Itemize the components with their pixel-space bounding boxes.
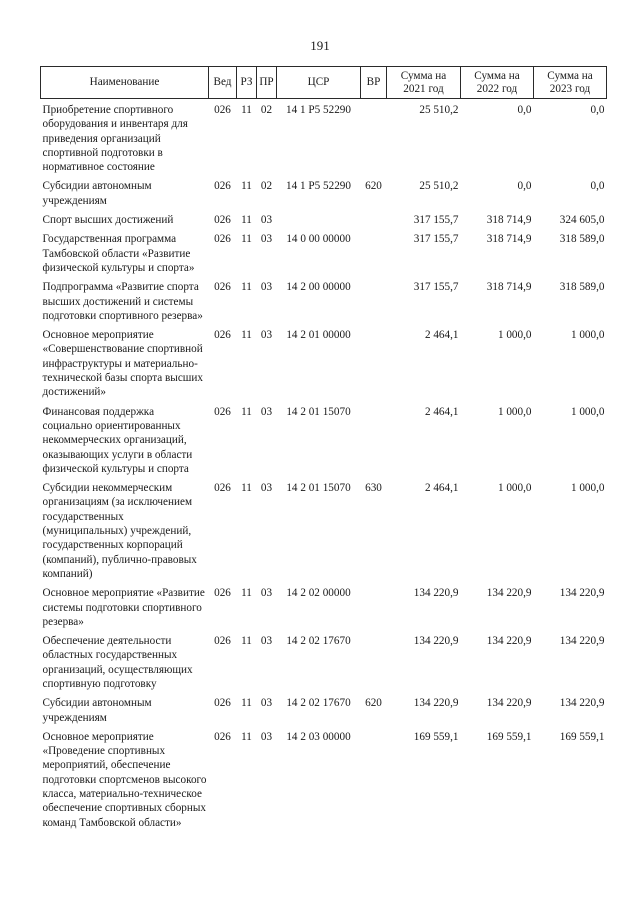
cell-sum-2021: 2 464,1	[424, 405, 459, 418]
cell-rz: 11	[241, 587, 252, 600]
header-ved: Вед	[209, 67, 237, 99]
cell-name: Основное мероприятие «Развитие системы подготовки спортивного резерва»	[42, 587, 205, 628]
cell-vr	[361, 99, 387, 180]
cell-csr: 14 2 00 00000	[286, 281, 351, 294]
header-pr: ПР	[257, 67, 277, 99]
cell-ved: 026	[214, 180, 231, 193]
cell-sum-2023: 318 589,0	[559, 281, 605, 294]
cell-name: Подпрограмма «Развитие спорта высших достижений и системы подготовки спортивного резерва»	[42, 281, 203, 322]
table-row	[41, 179, 607, 213]
cell-ved: 026	[214, 281, 231, 294]
cell-sum-2021: 317 155,7	[413, 214, 459, 227]
header-vr: ВР	[361, 67, 387, 99]
cell-sum-2021: 25 510,2	[419, 104, 459, 116]
cell-rz: 11	[241, 214, 252, 227]
cell-pr: 03	[260, 281, 273, 294]
cell-rz: 11	[241, 635, 252, 648]
cell-sum-2023: 1 000,0	[570, 329, 605, 342]
cell-name: Финансовая поддержка социально ориентированных некоммерческих организаций, оказывающих услуги в области физической культуры и спорта	[42, 405, 193, 475]
cell-csr: 14 2 02 17670	[286, 635, 351, 648]
cell-rz: 11	[241, 482, 252, 495]
cell-sum-2021: 2 464,1	[424, 482, 459, 495]
cell-rz: 11	[241, 180, 252, 193]
cell-csr: 14 2 01 00000	[286, 329, 351, 342]
cell-sum-2022: 318 714,9	[486, 281, 532, 294]
cell-name: Основное мероприятие «Совершенствование спортивной инфраструктуры и материально-технической базы спорта высших достижений»	[42, 329, 203, 399]
cell-ved: 026	[214, 405, 231, 418]
cell-rz: 11	[241, 405, 252, 418]
cell-pr: 03	[260, 635, 273, 648]
cell-sum-2022: 1 000,0	[497, 405, 532, 418]
cell-csr: 14 1 P5 52290	[286, 180, 351, 193]
budget-table	[40, 66, 607, 835]
cell-sum-2022: 134 220,9	[486, 587, 532, 600]
cell-sum-2022: 134 220,9	[486, 635, 532, 648]
cell-vr	[361, 730, 387, 835]
cell-vr	[361, 586, 387, 634]
cell-sum-2022: 318 714,9	[486, 233, 532, 246]
table-row	[41, 99, 607, 180]
cell-sum-2023: 318 589,0	[559, 233, 605, 246]
cell-rz: 11	[241, 730, 252, 743]
cell-sum-2022: 1 000,0	[497, 329, 532, 342]
cell-sum-2023: 1 000,0	[570, 405, 605, 418]
cell-rz: 11	[241, 329, 252, 342]
cell-csr: 14 1 P5 52290	[286, 104, 351, 116]
cell-pr: 03	[260, 329, 273, 342]
table-row	[41, 232, 607, 280]
cell-csr: 14 2 02 00000	[286, 587, 351, 600]
table-row	[41, 481, 607, 586]
table-row	[41, 730, 607, 835]
cell-rz: 11	[241, 281, 252, 294]
cell-ved: 026	[214, 635, 231, 648]
cell-sum-2021: 134 220,9	[413, 635, 459, 648]
cell-sum-2022: 1 000,0	[497, 482, 532, 495]
cell-pr: 02	[260, 180, 273, 193]
cell-csr: 14 2 02 17670	[286, 697, 351, 710]
cell-name: Субсидии автономным учреждениям	[42, 697, 152, 724]
table-row	[41, 696, 607, 730]
cell-csr	[277, 213, 361, 232]
cell-vr	[361, 280, 387, 328]
cell-rz: 11	[241, 104, 252, 116]
cell-ved: 026	[214, 482, 231, 495]
cell-sum-2023: 169 559,1	[559, 730, 605, 743]
cell-name: Спорт высших достижений	[42, 214, 174, 227]
cell-pr: 02	[260, 104, 273, 116]
cell-sum-2023: 134 220,9	[559, 697, 605, 710]
cell-sum-2023: 134 220,9	[559, 635, 605, 648]
cell-ved: 026	[214, 233, 231, 246]
table-row	[41, 280, 607, 328]
cell-ved: 026	[214, 329, 231, 342]
cell-vr	[361, 213, 387, 232]
cell-ved: 026	[214, 730, 231, 743]
cell-csr: 14 0 00 00000	[286, 233, 351, 246]
cell-vr	[361, 405, 387, 481]
cell-name: Субсидии автономным учреждениям	[42, 180, 152, 207]
cell-pr: 03	[260, 482, 273, 495]
cell-csr: 14 2 01 15070	[286, 482, 351, 495]
cell-sum-2021: 169 559,1	[413, 730, 459, 743]
cell-ved: 026	[214, 587, 231, 600]
table-row	[41, 213, 607, 232]
cell-vr	[361, 232, 387, 280]
cell-pr: 03	[260, 214, 273, 227]
table-body	[41, 99, 607, 835]
cell-sum-2021: 317 155,7	[413, 281, 459, 294]
cell-sum-2022: 134 220,9	[486, 697, 532, 710]
header-sum-2022: Сумма на 2022 год	[461, 67, 534, 99]
cell-ved: 026	[214, 697, 231, 710]
cell-name: Приобретение спортивного оборудования и инвентаря для приведения организаций спортивной подготовки в нормативное состояние	[42, 104, 188, 174]
cell-sum-2022: 0,0	[517, 180, 532, 193]
table-row	[41, 405, 607, 481]
cell-sum-2021: 134 220,9	[413, 697, 459, 710]
cell-sum-2021: 2 464,1	[424, 329, 459, 342]
cell-vr	[361, 328, 387, 404]
cell-sum-2023: 134 220,9	[559, 587, 605, 600]
table-row	[41, 634, 607, 696]
cell-vr: 620	[365, 697, 382, 710]
cell-name: Государственная программа Тамбовской области «Развитие физической культуры и спорта»	[42, 233, 195, 274]
table-row	[41, 586, 607, 634]
cell-name: Основное мероприятие «Проведение спортивных мероприятий, обеспечение подготовки спортсменов высокого класса, материально-техническое обеспечение спортивных сборных команд Тамбовской области»	[42, 730, 207, 829]
table-row	[41, 328, 607, 404]
cell-pr: 03	[260, 405, 273, 418]
header-name: Наименование	[41, 67, 209, 99]
cell-pr: 03	[260, 587, 273, 600]
cell-sum-2021: 317 155,7	[413, 233, 459, 246]
header-sum-2021: Сумма на 2021 год	[387, 67, 461, 99]
cell-vr	[361, 634, 387, 696]
cell-vr: 620	[365, 180, 382, 193]
cell-sum-2022: 0,0	[517, 104, 532, 116]
cell-sum-2023: 1 000,0	[570, 482, 605, 495]
cell-sum-2021: 25 510,2	[419, 180, 459, 193]
cell-sum-2022: 169 559,1	[486, 730, 532, 743]
cell-sum-2023: 324 605,0	[559, 214, 605, 227]
header-rz: РЗ	[237, 67, 257, 99]
cell-sum-2023: 0,0	[590, 180, 605, 193]
cell-pr: 03	[260, 697, 273, 710]
cell-rz: 11	[241, 697, 252, 710]
table-header	[41, 67, 607, 99]
cell-ved: 026	[214, 214, 231, 227]
cell-vr: 630	[365, 482, 382, 495]
cell-pr: 03	[260, 233, 273, 246]
header-csr: ЦСР	[277, 67, 361, 99]
cell-csr: 14 2 03 00000	[286, 730, 351, 743]
cell-sum-2021: 134 220,9	[413, 587, 459, 600]
cell-sum-2022: 318 714,9	[486, 214, 532, 227]
header-sum-2023: Сумма на 2023 год	[534, 67, 607, 99]
page-number: 191	[310, 38, 330, 53]
cell-rz: 11	[241, 233, 252, 246]
cell-csr: 14 2 01 15070	[286, 405, 351, 418]
cell-pr: 03	[260, 730, 273, 743]
cell-name: Обеспечение деятельности областных государственных организаций, осуществляющих спортивную подготовку	[42, 635, 193, 690]
cell-sum-2023: 0,0	[590, 104, 605, 116]
cell-ved: 026	[214, 104, 231, 116]
cell-name: Субсидии некоммерческим организациям (за исключением государственных (муниципальных) учреждений, государственных корпораций (компаний), публично-правовых компаний)	[42, 482, 197, 580]
